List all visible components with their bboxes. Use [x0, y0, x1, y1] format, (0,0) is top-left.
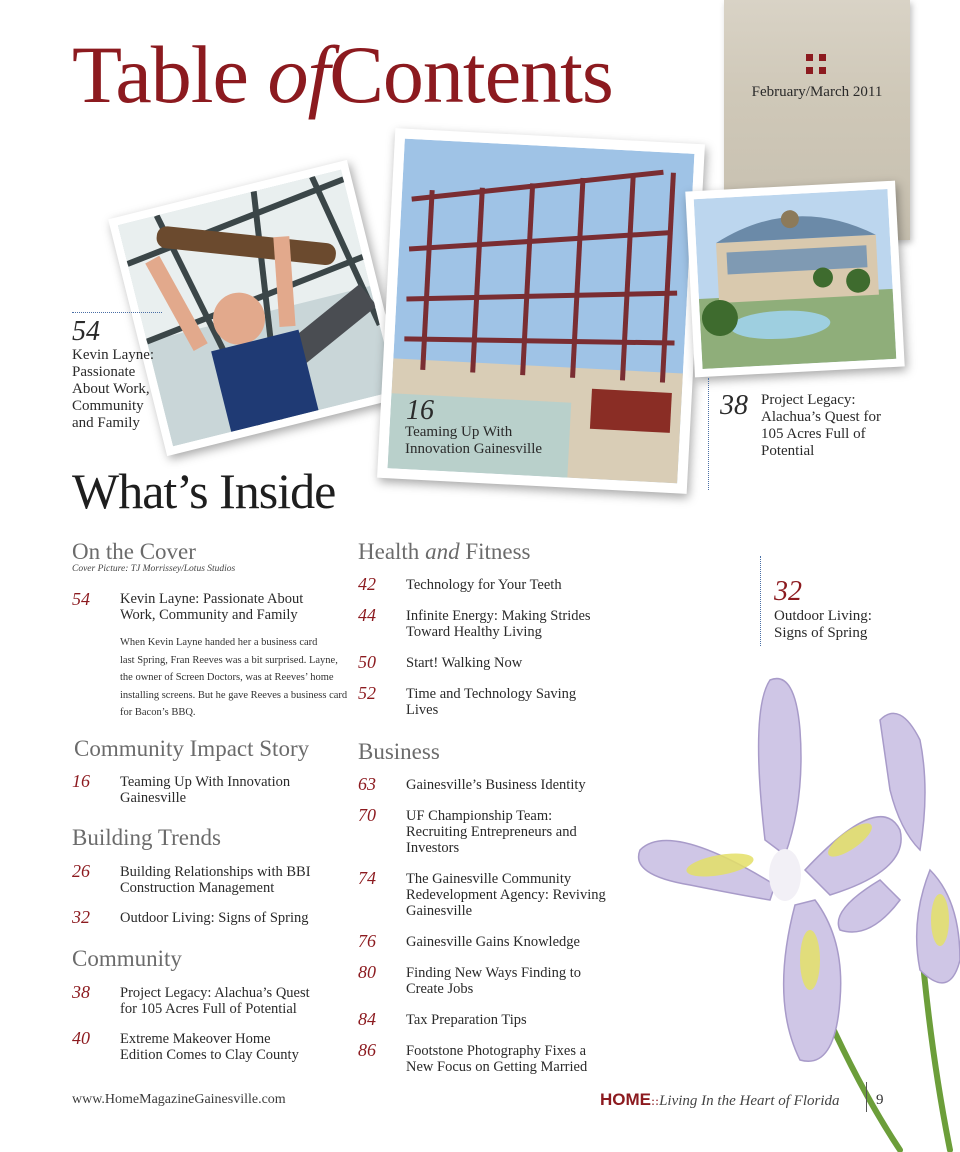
toc-entry[interactable] — [120, 985, 310, 1017]
toc-entry[interactable] — [120, 1031, 299, 1063]
toc-page-number: 42 — [358, 574, 376, 594]
feature-line: Project Legacy: — [761, 392, 856, 408]
feature-number: 54 — [72, 316, 100, 347]
feature-line: Teaming Up With — [405, 424, 513, 440]
divider — [708, 378, 709, 490]
divider — [760, 556, 761, 646]
toc-entry[interactable] — [406, 871, 606, 919]
blurb-line: for Bacon’s BBQ. — [120, 707, 196, 718]
toc-entry[interactable] — [406, 965, 581, 997]
feature-line: and Family — [72, 415, 140, 431]
page-title — [72, 29, 613, 120]
website-url[interactable]: www.HomeMagazineGainesville.com — [72, 1092, 286, 1107]
toc-page-number: 86 — [358, 1040, 376, 1060]
feature-line: Alachua’s Quest for — [761, 409, 881, 425]
toc-entry[interactable] — [406, 608, 591, 640]
toc-page-number: 32 — [72, 907, 90, 927]
toc-page-number: 50 — [358, 652, 376, 672]
section-building-trends: Building Trends — [72, 825, 221, 850]
feature-line: Community — [72, 398, 144, 414]
toc-entry-line: Finding New Ways Finding to — [406, 965, 581, 981]
toc-page-number: 54 — [72, 589, 90, 609]
feature-line: Signs of Spring — [774, 625, 868, 641]
section-community: Community — [72, 946, 182, 971]
brand-separator: :: — [651, 1094, 660, 1108]
photo-kevin-layne-image — [118, 170, 396, 447]
toc-entry-line: Toward Healthy Living — [406, 624, 542, 640]
feature-line: About Work, — [72, 381, 150, 397]
feature-number: 32 — [774, 576, 802, 607]
toc-page-number: 84 — [358, 1009, 376, 1029]
toc-entry[interactable] — [120, 864, 311, 896]
feature-number: 38 — [720, 390, 748, 421]
magazine-brand — [600, 1090, 840, 1110]
feature-line: Potential — [761, 443, 815, 459]
photo-project-legacy — [685, 181, 904, 378]
section-community-impact-story: Community Impact Story — [74, 736, 310, 761]
section-title-part: Health — [358, 539, 426, 564]
toc-entry-line: Create Jobs — [406, 981, 474, 997]
toc-entry-line: Gainesville — [406, 903, 473, 919]
feature-outdoor-living[interactable] — [774, 608, 872, 642]
toc-entry-line: Gainesville Gains Knowledge — [406, 934, 580, 950]
title-part: Contents — [329, 29, 613, 120]
toc-entry-line: UF Championship Team: — [406, 808, 553, 824]
divider — [866, 1082, 867, 1112]
cover-credit: Cover Picture: TJ Morrissey/Lotus Studios — [72, 564, 236, 574]
cover-blurb — [120, 634, 347, 722]
section-title-part: Fitness — [459, 539, 531, 564]
iris-flower-illustration — [600, 670, 960, 1152]
feature-project-legacy[interactable] — [761, 392, 881, 460]
toc-entry[interactable] — [406, 655, 522, 671]
toc-entry[interactable] — [406, 777, 586, 793]
toc-entry[interactable] — [406, 577, 562, 593]
section-title-part: and — [425, 539, 460, 564]
blurb-line: When Kevin Layne handed her a business card — [120, 637, 318, 648]
toc-entry-line: Gainesville — [120, 790, 187, 806]
toc-entry[interactable] — [406, 808, 577, 856]
toc-entry-line: Work, Community and Family — [120, 607, 298, 623]
issue-date: February/March 2011 — [751, 84, 883, 100]
toc-entry-line: New Focus on Getting Married — [406, 1059, 588, 1075]
toc-entry-line: Footstone Photography Fixes a — [406, 1043, 587, 1059]
brand-tagline: Living In the Heart of Florida — [659, 1093, 840, 1109]
toc-page-number: 38 — [72, 982, 90, 1002]
toc-entry-line: The Gainesville Community — [406, 871, 572, 887]
toc-entry[interactable] — [120, 910, 309, 926]
page-number: 9 — [876, 1092, 884, 1108]
blurb-line: last Spring, Fran Reeves was a bit surprised. Layne, — [120, 654, 338, 666]
feature-line: Outdoor Living: — [774, 608, 872, 624]
toc-entry-line: Construction Management — [120, 880, 275, 896]
toc-page-number: 76 — [358, 931, 376, 951]
title-part-of: of — [267, 29, 330, 120]
feature-line: 105 Acres Full of — [761, 426, 866, 442]
toc-entry-line: Investors — [406, 840, 460, 856]
whats-inside-heading: What’s Inside — [72, 463, 336, 519]
feature-line: Passionate — [72, 364, 136, 380]
toc-entry[interactable] — [120, 774, 290, 806]
toc-entry-line: Outdoor Living: Signs of Spring — [120, 910, 309, 926]
toc-entry-line: Infinite Energy: Making Strides — [406, 608, 591, 624]
toc-entry[interactable] — [406, 1043, 587, 1075]
toc-page-number: 70 — [358, 805, 376, 825]
toc-page-number: 16 — [72, 771, 90, 791]
toc-entry[interactable] — [406, 686, 576, 718]
toc-entry-line: Edition Comes to Clay County — [120, 1047, 299, 1063]
toc-entry[interactable] — [120, 591, 303, 623]
toc-entry-line: Redevelopment Agency: Reviving — [406, 887, 606, 903]
divider — [72, 312, 162, 313]
toc-page-number: 74 — [358, 868, 376, 888]
toc-page-number: 40 — [72, 1028, 90, 1048]
toc-entry-line: Kevin Layne: Passionate About — [120, 591, 304, 607]
toc-entry-line: Lives — [406, 702, 439, 718]
toc-entry-line: Start! Walking Now — [406, 655, 523, 671]
section-health-fitness — [358, 540, 531, 563]
toc-entry-line: Building Relationships with BBI — [120, 864, 311, 880]
brand-logo: HOME — [600, 1090, 651, 1109]
toc-entry-line: Extreme Makeover Home — [120, 1031, 271, 1047]
toc-entry[interactable] — [406, 1012, 527, 1028]
toc-page-number: 26 — [72, 861, 90, 881]
blurb-line: installing screens. But he gave Reeves a business card — [120, 689, 348, 701]
feature-innovation-gainesville[interactable] — [405, 424, 542, 458]
toc-entry[interactable] — [406, 934, 580, 950]
toc-page-number: 63 — [358, 774, 376, 794]
toc-entry-line: Technology for Your Teeth — [406, 577, 562, 593]
toc-page-number: 44 — [358, 605, 376, 625]
section-on-the-cover: On the Cover — [72, 539, 196, 564]
dots-icon — [806, 54, 828, 76]
toc-entry-line: Teaming Up With Innovation — [120, 774, 291, 790]
section-business: Business — [358, 739, 440, 764]
toc-page-number: 52 — [358, 683, 376, 703]
title-part: Table — [72, 29, 268, 120]
toc-entry-line: Gainesville’s Business Identity — [406, 777, 586, 793]
toc-entry-line: for 105 Acres Full of Potential — [120, 1001, 297, 1017]
feature-number: 16 — [406, 395, 434, 426]
toc-entry-line: Time and Technology Saving — [406, 686, 577, 702]
toc-entry-line: Recruiting Entrepreneurs and — [406, 824, 577, 840]
toc-entry-line: Tax Preparation Tips — [406, 1012, 527, 1028]
blurb-line: the owner of Screen Doctors, was at Reeves’ home — [120, 672, 334, 683]
feature-line: Innovation Gainesville — [405, 441, 543, 457]
toc-entry-line: Project Legacy: Alachua’s Quest — [120, 985, 310, 1001]
toc-page-number: 80 — [358, 962, 376, 982]
feature-kevin-layne[interactable] — [72, 347, 154, 432]
photo-project-legacy-image — [694, 189, 897, 369]
feature-line: Kevin Layne: — [72, 347, 155, 363]
